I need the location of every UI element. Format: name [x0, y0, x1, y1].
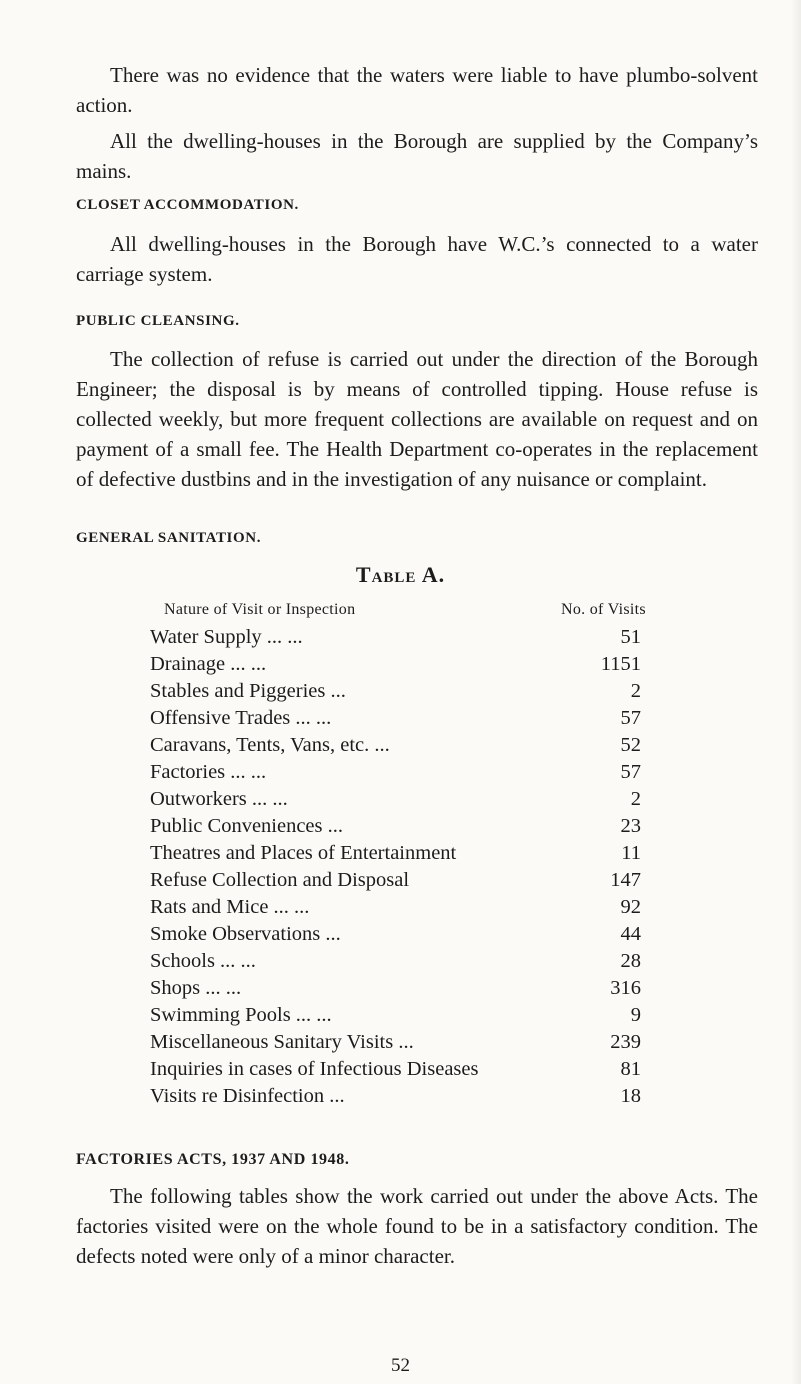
table-row: [0, 921, 801, 948]
row-value: 1151: [600, 653, 641, 675]
table-row: [0, 894, 801, 921]
row-label: Caravans, Tents, Vans, etc. ...: [150, 734, 390, 756]
row-value: 52: [620, 734, 641, 756]
row-value: 11: [621, 842, 641, 864]
table-row: [0, 1056, 801, 1083]
heading-public-cleansing: PUBLIC CLEANSING.: [76, 313, 240, 329]
row-value: 18: [620, 1085, 641, 1107]
row-label: Factories ... ...: [150, 761, 267, 783]
table-row: [0, 840, 801, 867]
column-header-visits: No. of Visits: [561, 601, 646, 618]
table-row: [0, 1002, 801, 1029]
heading-closet-accommodation: CLOSET ACCOMMODATION.: [76, 197, 299, 213]
page-number: 52: [391, 1355, 410, 1376]
row-value: 57: [620, 707, 641, 729]
row-label: Schools ... ...: [150, 950, 256, 972]
row-label: Visits re Disinfection ...: [150, 1085, 345, 1107]
row-label: Smoke Observations ...: [150, 923, 341, 945]
row-value: 44: [620, 923, 641, 945]
row-value: 51: [620, 626, 641, 648]
row-value: 57: [620, 761, 641, 783]
row-value: 92: [620, 896, 641, 918]
row-value: 2: [630, 680, 641, 702]
paragraph-factories: The following tables show the work carried out under the above Acts. The factories visited were on the whole found to be in a satisfactory condition. The defects noted were only of a minor character.: [76, 1184, 758, 1268]
heading-general-sanitation: GENERAL SANITATION.: [76, 530, 262, 546]
table-row: [0, 1029, 801, 1056]
table-row: [0, 705, 801, 732]
table-row: [0, 975, 801, 1002]
row-label: Stables and Piggeries ...: [150, 680, 346, 702]
row-value: 316: [610, 977, 641, 999]
visits-table: [0, 624, 801, 1110]
row-label: Theatres and Places of Entertainment: [150, 842, 457, 864]
row-label: Refuse Collection and Disposal: [150, 869, 410, 891]
page-edge-shadow: [791, 0, 801, 1384]
row-value: 147: [610, 869, 641, 891]
table-row: [0, 678, 801, 705]
row-label: Inquiries in cases of Infectious Diseases: [150, 1058, 479, 1080]
paragraph-refuse: The collection of refuse is carried out under the direction of the Borough Engineer; the disposal is by means of controlled tipping. House refuse is collected weekly, but more frequent collections are available on request and on payment of a small fee. The Health Department co-operates in the replacement of defective dustbins and in the investigation of any nuisance or complaint.: [76, 347, 758, 491]
column-header-nature: Nature of Visit or Inspection: [164, 601, 356, 618]
row-value: 28: [620, 950, 641, 972]
row-label: Shops ... ...: [150, 977, 242, 999]
row-label: Offensive Trades ... ...: [150, 707, 332, 729]
heading-factories-acts: FACTORIES ACTS, 1937 AND 1948.: [76, 1151, 350, 1168]
table-row: [0, 732, 801, 759]
table-row: [0, 1083, 801, 1110]
row-label: Swimming Pools ... ...: [150, 1004, 332, 1026]
paragraph-closet: All dwelling-houses in the Borough have W.C.’s connected to a water carriage system.: [76, 232, 758, 286]
row-label: Public Conveniences ...: [150, 815, 344, 837]
row-value: 81: [620, 1058, 641, 1080]
table-row: [0, 759, 801, 786]
paragraph-company-mains: All the dwelling-houses in the Borough are supplied by the Company’s mains.: [76, 129, 758, 183]
table-row: [0, 624, 801, 651]
row-value: 9: [630, 1004, 641, 1026]
row-value: 239: [610, 1031, 641, 1053]
table-title: Table A.: [355, 562, 446, 587]
row-label: Rats and Mice ... ...: [150, 896, 310, 918]
row-label: Drainage ... ...: [150, 653, 267, 675]
row-label: Water Supply ... ...: [150, 626, 303, 648]
table-row: [0, 948, 801, 975]
paragraph-plumbo-solvent: There was no evidence that the waters were liable to have plumbo-solvent action.: [76, 63, 758, 117]
table-row: [0, 786, 801, 813]
row-label: Miscellaneous Sanitary Visits ...: [150, 1031, 414, 1053]
row-value: 2: [630, 788, 641, 810]
table-row: [0, 867, 801, 894]
row-value: 23: [620, 815, 641, 837]
table-row: [0, 813, 801, 840]
row-label: Outworkers ... ...: [150, 788, 288, 810]
table-row: [0, 651, 801, 678]
